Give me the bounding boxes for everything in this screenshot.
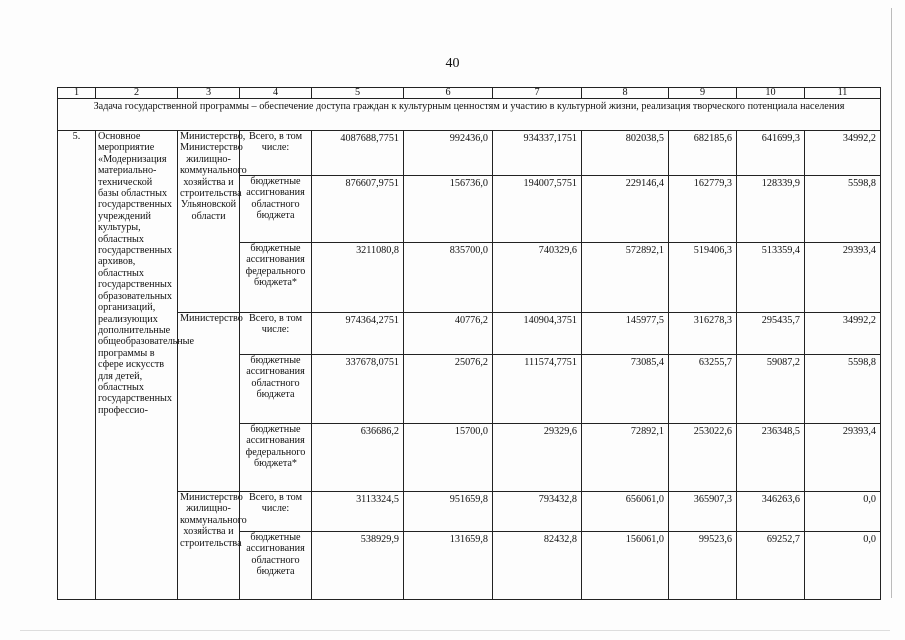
value-cell: 72892,1 xyxy=(582,424,669,492)
task-text: Задача государственной программы – обеспечение доступа граждан к культурным ценностям и участию в культурной жизни, реализация творческого потенциала населения xyxy=(58,99,881,131)
value-cell: 29393,4 xyxy=(805,424,881,492)
table-row xyxy=(58,313,881,355)
value-cell: 835700,0 xyxy=(404,243,493,313)
value-cell: 876607,9751 xyxy=(312,176,404,243)
value-cell: 99523,6 xyxy=(669,532,737,600)
source-cell: Всего, в том числе: xyxy=(240,131,312,176)
source-cell: Всего, в том числе: xyxy=(240,492,312,532)
value-cell: 253022,6 xyxy=(669,424,737,492)
value-cell: 572892,1 xyxy=(582,243,669,313)
value-cell: 145977,5 xyxy=(582,313,669,355)
column-number: 1 xyxy=(58,88,96,99)
measure-name: Основное мероприятие «Модернизация материально-технической базы областных государственных учреждений культуры, областных государственных архивов, областных государственных образовательных организаций, реализующих дополнительные общеобразовательные программы в сфере искусств для детей, областных государственных профессио- xyxy=(96,131,178,600)
value-cell: 40776,2 xyxy=(404,313,493,355)
value-cell: 34992,2 xyxy=(805,131,881,176)
value-cell: 3211080,8 xyxy=(312,243,404,313)
value-cell: 162779,3 xyxy=(669,176,737,243)
value-cell: 73085,4 xyxy=(582,355,669,424)
value-cell: 111574,7751 xyxy=(493,355,582,424)
page-number: 40 xyxy=(445,56,460,71)
value-cell: 69252,7 xyxy=(737,532,805,600)
value-cell: 82432,8 xyxy=(493,532,582,600)
executor-cell: Министерство, Министерство жилищно-коммунального хозяйства и строительства Ульяновской области xyxy=(178,131,240,313)
value-cell: 636686,2 xyxy=(312,424,404,492)
source-cell: Всего, в том числе: xyxy=(240,313,312,355)
column-number-row xyxy=(58,88,881,99)
column-number: 10 xyxy=(737,88,805,99)
column-number: 8 xyxy=(582,88,669,99)
source-cell: бюджетные ассигнования федерального бюджета* xyxy=(240,424,312,492)
value-cell: 229146,4 xyxy=(582,176,669,243)
page-edge xyxy=(891,8,892,598)
column-number: 6 xyxy=(404,88,493,99)
value-cell: 656061,0 xyxy=(582,492,669,532)
column-number: 5 xyxy=(312,88,404,99)
value-cell: 63255,7 xyxy=(669,355,737,424)
budget-table xyxy=(57,87,881,600)
value-cell: 951659,8 xyxy=(404,492,493,532)
value-cell: 4087688,7751 xyxy=(312,131,404,176)
source-cell: бюджетные ассигнования областного бюджета xyxy=(240,176,312,243)
value-cell: 131659,8 xyxy=(404,532,493,600)
value-cell: 740329,6 xyxy=(493,243,582,313)
table-row xyxy=(58,492,881,532)
value-cell: 15700,0 xyxy=(404,424,493,492)
table-row xyxy=(58,131,881,176)
value-cell: 59087,2 xyxy=(737,355,805,424)
value-cell: 641699,3 xyxy=(737,131,805,176)
value-cell: 802038,5 xyxy=(582,131,669,176)
value-cell: 25076,2 xyxy=(404,355,493,424)
value-cell: 140904,3751 xyxy=(493,313,582,355)
value-cell: 519406,3 xyxy=(669,243,737,313)
value-cell: 5598,8 xyxy=(805,355,881,424)
value-cell: 316278,3 xyxy=(669,313,737,355)
value-cell: 346263,6 xyxy=(737,492,805,532)
source-cell: бюджетные ассигнования федерального бюджета* xyxy=(240,243,312,313)
column-number: 3 xyxy=(178,88,240,99)
value-cell: 34992,2 xyxy=(805,313,881,355)
column-number: 2 xyxy=(96,88,178,99)
value-cell: 3113324,5 xyxy=(312,492,404,532)
value-cell: 513359,4 xyxy=(737,243,805,313)
value-cell: 156061,0 xyxy=(582,532,669,600)
source-cell: бюджетные ассигнования областного бюджета xyxy=(240,355,312,424)
value-cell: 128339,9 xyxy=(737,176,805,243)
value-cell: 934337,1751 xyxy=(493,131,582,176)
column-number: 4 xyxy=(240,88,312,99)
value-cell: 295435,7 xyxy=(737,313,805,355)
value-cell: 538929,9 xyxy=(312,532,404,600)
scan-edge-line xyxy=(20,630,890,631)
source-cell: бюджетные ассигнования областного бюджета xyxy=(240,532,312,600)
value-cell: 682185,6 xyxy=(669,131,737,176)
column-number: 9 xyxy=(669,88,737,99)
column-number: 11 xyxy=(805,88,881,99)
value-cell: 29393,4 xyxy=(805,243,881,313)
column-number: 7 xyxy=(493,88,582,99)
executor-cell: Министерство xyxy=(178,313,240,492)
value-cell: 5598,8 xyxy=(805,176,881,243)
value-cell: 793432,8 xyxy=(493,492,582,532)
value-cell: 194007,5751 xyxy=(493,176,582,243)
row-number: 5. xyxy=(58,131,96,600)
value-cell: 0,0 xyxy=(805,532,881,600)
value-cell: 992436,0 xyxy=(404,131,493,176)
value-cell: 365907,3 xyxy=(669,492,737,532)
value-cell: 29329,6 xyxy=(493,424,582,492)
value-cell: 236348,5 xyxy=(737,424,805,492)
value-cell: 974364,2751 xyxy=(312,313,404,355)
value-cell: 156736,0 xyxy=(404,176,493,243)
executor-cell: Министерство жилищно-коммунального хозяйства и строительства xyxy=(178,492,240,600)
task-row xyxy=(58,99,881,131)
value-cell: 337678,0751 xyxy=(312,355,404,424)
value-cell: 0,0 xyxy=(805,492,881,532)
